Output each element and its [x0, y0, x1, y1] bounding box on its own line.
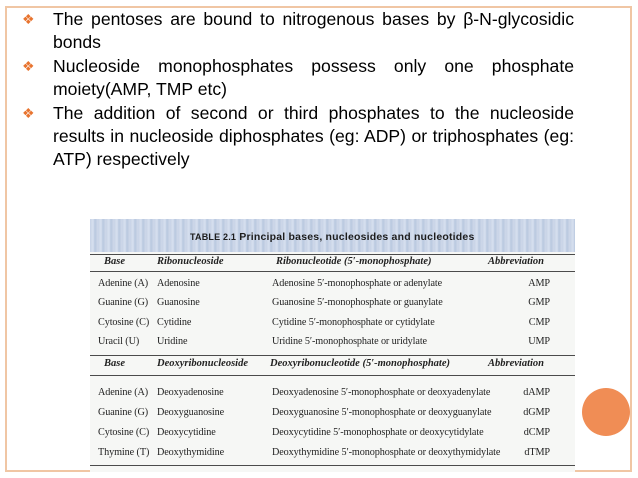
header-abbreviation: Abbreviation	[488, 256, 545, 267]
bullet-item	[22, 102, 574, 171]
cell-abbreviation: dAMP	[523, 387, 550, 398]
cell-nucleoside: Deoxycytidine	[157, 427, 216, 438]
cell-base: Guanine (G)	[98, 407, 149, 418]
cell-base: Cytosine (C)	[98, 427, 150, 438]
table-rule	[90, 355, 575, 356]
cell-abbreviation: AMP	[528, 278, 550, 289]
header-base: Base	[104, 358, 125, 369]
table-rule	[90, 254, 575, 255]
cell-base: Adenine (A)	[98, 278, 149, 289]
cell-abbreviation: dTMP	[524, 447, 550, 458]
cell-base: Thymine (T)	[98, 447, 150, 458]
bullet-text: Nucleoside monophosphates possess only one phosphate moiety(AMP, TMP etc)	[53, 56, 574, 99]
cell-nucleoside: Cytidine	[157, 317, 192, 328]
cell-nucleoside: Adenosine	[157, 278, 200, 289]
decorative-circle	[582, 388, 630, 436]
header-ribonucleotide: Ribonucleotide (5′-monophosphate)	[276, 256, 432, 267]
table-title: Principal bases, nucleosides and nucleotides	[239, 231, 475, 243]
header-ribonucleoside: Ribonucleoside	[157, 256, 224, 267]
cell-abbreviation: CMP	[528, 317, 550, 328]
cell-base: Cytosine (C)	[98, 317, 150, 328]
cell-nucleotide: Guanosine 5′-monophosphate or guanylate	[272, 297, 443, 308]
table-rule	[90, 375, 575, 376]
bullet-text: The pentoses are bound to nitrogenous bases by β-N-glycosidic bonds	[53, 9, 574, 52]
fancy-bullet-icon: ❖	[22, 58, 35, 74]
fancy-bullet-icon: ❖	[22, 105, 35, 121]
cell-nucleoside: Deoxythymidine	[157, 447, 225, 458]
bullet-text: The addition of second or third phosphates to the nucleoside results in nucleoside diphosphates (eg: ADP) or triphosphates (eg: ATP) respectively	[53, 103, 574, 169]
header-abbreviation: Abbreviation	[488, 358, 545, 369]
cell-nucleotide: Deoxyguanosine 5′-monophosphate or deoxyguanylate	[272, 407, 492, 418]
cell-nucleoside: Guanosine	[157, 297, 200, 308]
fancy-bullet-icon: ❖	[22, 11, 35, 27]
cell-nucleotide: Deoxyadenosine 5′-monophosphate or deoxyadenylate	[272, 387, 491, 398]
header-deoxyribonucleotide: Deoxyribonucleotide (5′-monophosphate)	[270, 358, 450, 369]
header-deoxyribonucleoside: Deoxyribonucleoside	[157, 358, 248, 369]
nucleotide-table-image	[90, 219, 575, 472]
cell-nucleotide: Cytidine 5′-monophosphate or cytidylate	[272, 317, 435, 328]
cell-base: Adenine (A)	[98, 387, 149, 398]
cell-abbreviation: dGMP	[523, 407, 550, 418]
cell-nucleotide: Deoxythymidine 5′-monophosphate or deoxythymidylate	[272, 447, 501, 458]
cell-base: Uracil (U)	[98, 336, 140, 347]
bullet-item	[22, 55, 574, 101]
cell-abbreviation: UMP	[528, 336, 550, 347]
cell-base: Guanine (G)	[98, 297, 149, 308]
cell-abbreviation: GMP	[528, 297, 550, 308]
cell-nucleoside: Deoxyadenosine	[157, 387, 224, 398]
cell-nucleotide: Deoxycytidine 5′-monophosphate or deoxycytidylate	[272, 427, 484, 438]
table-number: TABLE 2.1	[190, 232, 237, 242]
cell-abbreviation: dCMP	[523, 427, 550, 438]
cell-nucleotide: Adenosine 5′-monophosphate or adenylate	[272, 278, 443, 289]
table-caption	[190, 231, 475, 243]
bullet-list	[22, 8, 574, 172]
table-rule	[90, 271, 575, 272]
cell-nucleotide: Uridine 5′-monophosphate or uridylate	[272, 336, 427, 347]
bullet-item	[22, 8, 574, 54]
table-rule	[90, 465, 575, 466]
header-base: Base	[104, 256, 125, 267]
cell-nucleoside: Uridine	[157, 336, 188, 347]
cell-nucleoside: Deoxyguanosine	[157, 407, 225, 418]
